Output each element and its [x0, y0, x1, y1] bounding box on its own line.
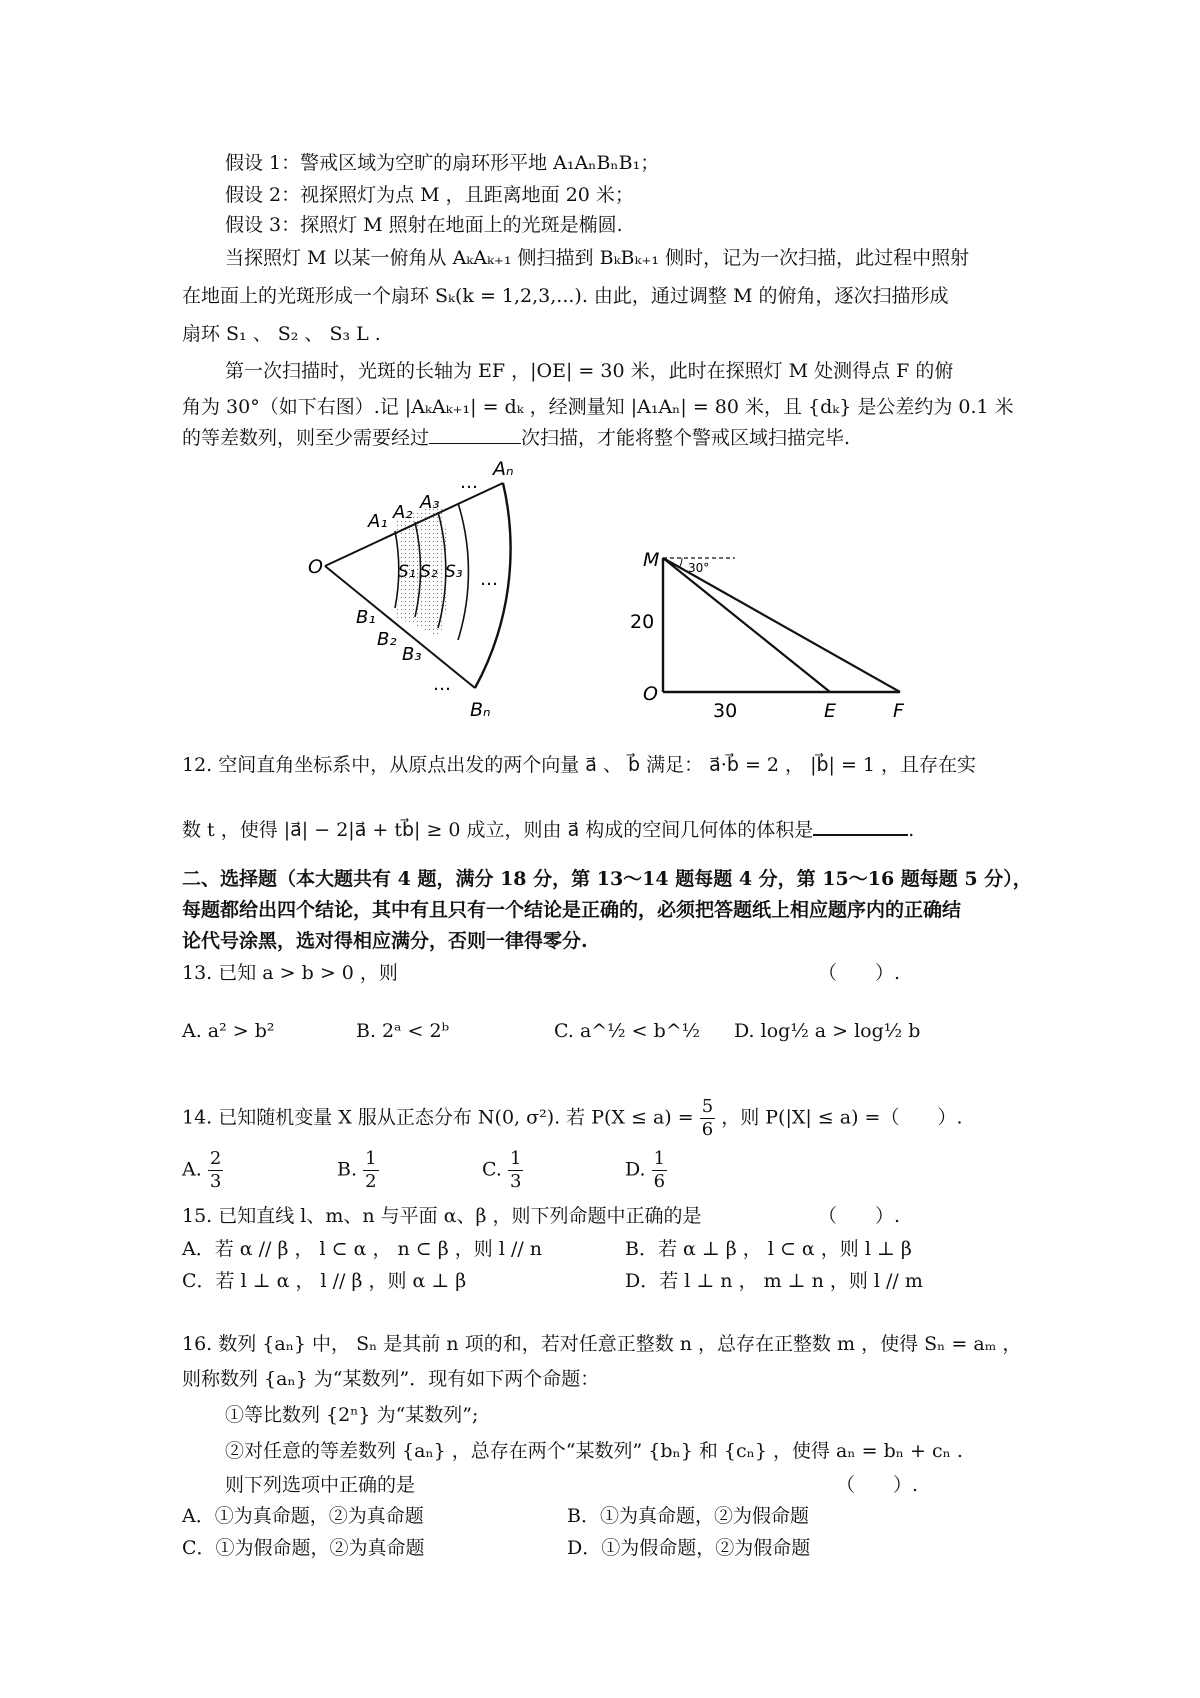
q16-option-b[interactable]: B．①为真命题，②为假命题	[567, 1505, 809, 1527]
assumption-3: 假设 3：探照灯 M 照射在地面上的光斑是椭圆.	[225, 214, 623, 236]
label-angle: 30°	[688, 561, 710, 575]
q14-option-d[interactable]	[625, 1148, 667, 1193]
q11-paragraph1-line1: 当探照灯 M 以某一俯角从 AₖAₖ₊₁ 侧扫描到 BₖBₖ₊₁ 侧时，记为一次扫描，此过程中照射	[225, 247, 970, 269]
q14-fraction-numerator: 5	[701, 1096, 714, 1117]
q16-line2: 则称数列 {aₙ} 为“某数列”．现有如下两个命题：	[182, 1368, 600, 1390]
q14-option-c-num: 1	[509, 1148, 522, 1169]
label-Bn: Bₙ	[470, 699, 491, 721]
q12-text-before-blank: 数 t ，使得 |a⃗| − 2|a⃗ + tb⃗| ≥ 0 成立，则由 a⃗ 构成的空间几何体的体积是	[182, 819, 814, 841]
q16-question: 则下列选项中正确的是	[225, 1474, 416, 1496]
q12-text-after-blank: .	[908, 819, 915, 841]
assumption-1: 假设 1：警戒区域为空旷的扇环形平地 A₁AₙBₙB₁；	[225, 152, 660, 174]
assumption-2: 假设 2：视探照灯为点 M ，且距离地面 20 米；	[225, 184, 634, 206]
q14-stem-part2: ，则 P(|X| ≤ a) =（ ）.	[721, 1106, 963, 1129]
label-S3: S₃	[445, 562, 463, 582]
q14-option-a-num: 2	[209, 1148, 222, 1169]
section2-instructions-line1: 二、选择题（本大题共有 4 题，满分 18 分，第 13～14 题每题 4 分，第 15～16 题每题 5 分），	[182, 868, 1032, 890]
label-base: 30	[713, 700, 738, 722]
q15-option-d[interactable]: D．若 l ⊥ n ， m ⊥ n ，则 l // m	[625, 1270, 923, 1292]
q14-option-b[interactable]	[337, 1148, 379, 1193]
label-An: Aₙ	[493, 458, 514, 480]
q15-option-a[interactable]: A．若 α // β ， l ⊂ α ， n ⊂ β ，则 l // n	[182, 1238, 543, 1260]
section2-instructions-line2: 每题都给出四个结论，其中有且只有一个结论是正确的，必须把答题纸上相应题序内的正确结	[182, 899, 962, 921]
q13-answer-paren: （ ）.	[818, 962, 901, 984]
q14-option-b-label: B.	[337, 1158, 358, 1181]
q14-option-d-label: D.	[625, 1158, 646, 1181]
q11-paragraph1-line3: 扇环 S₁ 、 S₂ 、 S₃ L .	[182, 323, 381, 345]
q16-statement-2: ②对任意的等差数列 {aₙ} ，总存在两个“某数列” {bₙ} 和 {cₙ} ，使得 aₙ = bₙ + cₙ .	[225, 1440, 963, 1462]
triangle-figure	[620, 540, 920, 725]
label-M: M	[643, 549, 660, 571]
dots-middle: …	[480, 569, 498, 590]
q16-option-c[interactable]: C．①为假命题，②为真命题	[182, 1537, 425, 1559]
q16-statement-1: ①等比数列 {2ⁿ} 为“某数列”;	[225, 1404, 479, 1426]
q11-text-after-blank: 次扫描，才能将整个警戒区域扫描完毕.	[521, 427, 851, 449]
sector-ring-figure	[300, 450, 560, 725]
label-B3: B₃	[402, 644, 422, 665]
q14-option-c-label: C.	[482, 1158, 502, 1181]
q14-option-b-den: 2	[365, 1171, 377, 1192]
label-height: 20	[630, 611, 655, 633]
label-O-right: O	[643, 683, 658, 705]
label-B2: B₂	[377, 629, 397, 650]
label-A1: A₁	[368, 511, 388, 532]
q14-option-d-den: 6	[653, 1171, 666, 1192]
section2-instructions-line3: 论代号涂黑，选对得相应满分，否则一律得零分.	[182, 930, 588, 952]
q12-line1: 12. 空间直角坐标系中，从原点出发的两个向量 a⃗ 、 b⃗ 满足： a⃗·b⃗ = 2 ， |b⃗| = 1 ，且存在实	[182, 754, 977, 776]
q14-option-b-num: 1	[365, 1148, 377, 1169]
q13-option-a[interactable]: A. a² > b²	[182, 1020, 275, 1042]
q14-stem	[182, 1096, 963, 1141]
q16-option-a[interactable]: A．①为真命题，②为真命题	[182, 1505, 424, 1527]
label-O: O	[308, 556, 323, 578]
label-S1: S₁	[398, 562, 416, 582]
dots-top: …	[460, 472, 478, 493]
q16-answer-paren: （ ）.	[836, 1474, 919, 1496]
q16-line1: 16. 数列 {aₙ} 中， Sₙ 是其前 n 项的和，若对任意正整数 n ，总存在正整数 m ，使得 Sₙ = aₘ ，	[182, 1333, 1022, 1355]
q13-option-c[interactable]: C. a^½ < b^½	[554, 1020, 701, 1042]
label-A3: A₃	[420, 492, 440, 513]
label-A2: A₂	[393, 502, 413, 523]
q16-option-d[interactable]: D．①为假命题，②为假命题	[567, 1537, 811, 1559]
q14-fraction-denominator: 6	[701, 1119, 714, 1140]
q15-option-c[interactable]: C．若 l ⊥ α ， l // β ，则 α ⊥ β	[182, 1270, 467, 1292]
label-S2: S₂	[420, 562, 438, 582]
answer-blank-12[interactable]	[813, 816, 908, 836]
q11-paragraph1-line2: 在地面上的光斑形成一个扇环 Sₖ(k = 1,2,3,...). 由此，通过调整 M 的俯角，逐次扫描形成	[182, 285, 949, 307]
q12-line2	[182, 816, 914, 843]
q14-option-c-den: 3	[509, 1171, 522, 1192]
label-B1: B₁	[356, 607, 376, 628]
q15-answer-paren: （ ）.	[818, 1205, 901, 1227]
q11-paragraph2-line1: 第一次扫描时，光斑的长轴为 EF ，|OE| = 30 米，此时在探照灯 M 处测得点 F 的俯	[225, 360, 954, 382]
q14-option-a-den: 3	[209, 1171, 222, 1192]
q13-option-b[interactable]: B. 2ᵃ < 2ᵇ	[356, 1020, 450, 1042]
q11-paragraph2-line2: 角为 30°（如下右图）.记 |AₖAₖ₊₁| = dₖ ，经测量知 |A₁Aₙ| = 80 米，且 {dₖ} 是公差约为 0.1 米	[182, 396, 1014, 418]
q14-option-a[interactable]	[182, 1148, 223, 1193]
q14-fraction	[700, 1096, 715, 1141]
answer-blank-11[interactable]	[429, 425, 521, 444]
label-E: E	[824, 700, 837, 722]
q14-stem-part1: 14. 已知随机变量 X 服从正态分布 N(0, σ²). 若 P(X ≤ a) =	[182, 1106, 694, 1129]
q14-option-a-label: A.	[182, 1158, 202, 1181]
q13-option-d[interactable]: D. log½ a > log½ b	[734, 1020, 921, 1042]
dots-bottom: …	[433, 674, 451, 695]
q15-stem: 15. 已知直线 l、m、n 与平面 α、β ，则下列命题中正确的是	[182, 1205, 702, 1227]
q13-stem: 13. 已知 a > b > 0 ，则	[182, 962, 398, 984]
q14-option-c[interactable]	[482, 1148, 523, 1193]
q15-option-b[interactable]: B．若 α ⊥ β ， l ⊂ α ，则 l ⊥ β	[625, 1238, 912, 1260]
q14-option-d-num: 1	[653, 1148, 666, 1169]
label-F: F	[893, 700, 904, 722]
q11-text-before-blank: 的等差数列，则至少需要经过	[182, 427, 430, 449]
q11-paragraph2-line3	[182, 425, 850, 451]
